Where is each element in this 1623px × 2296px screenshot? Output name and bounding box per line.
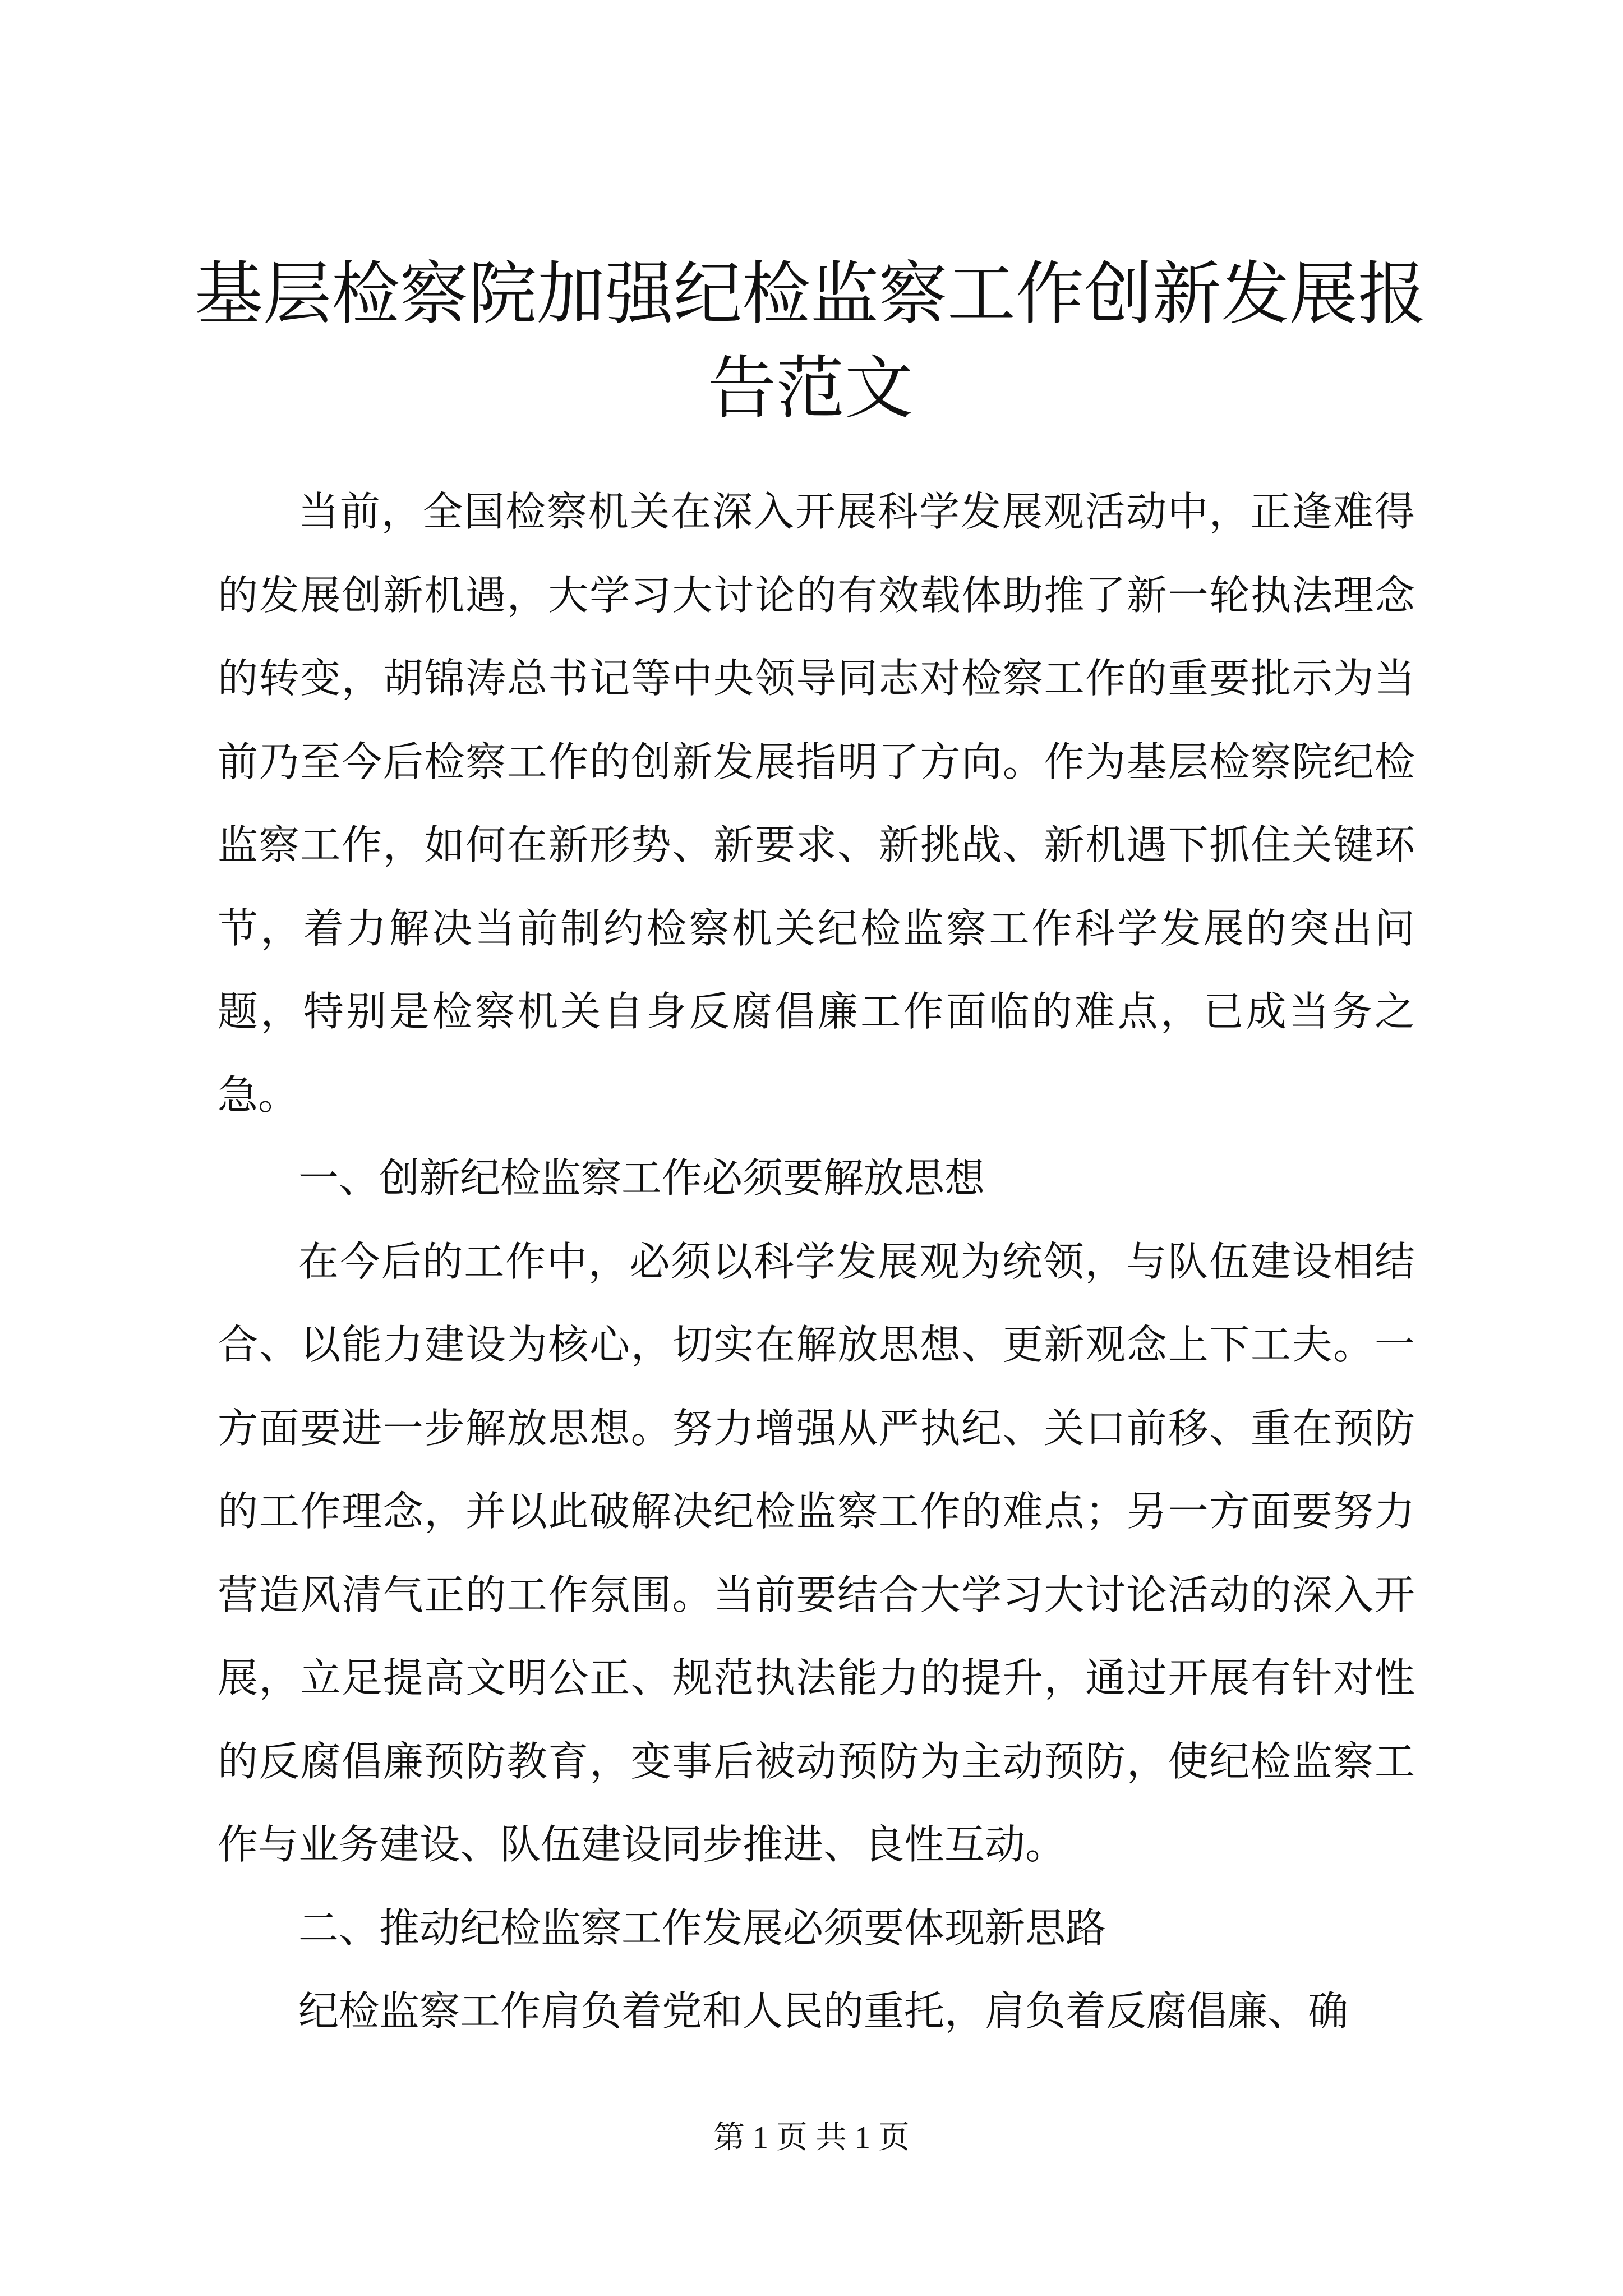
section-heading-1: 一、创新纪检监察工作必须要解放思想 <box>298 1154 985 1202</box>
paragraph-intro: 当前，全国检察机关在深入开展科学发展观活动中，正逢难得的发展创新机遇，大学习大讨论的有效载体助推了新一轮执法理念的转变，胡锦涛总书记等中央领导同志对检察工作的重要批示为当前乃至今后检察工作的创新发展指明了方向。作为基层检察院纪检监察工作，如何在新形势、新要求、新挑战、新机遇下抓住关键环节，着力解决当前制约检察机关纪检监察工作科学发展的突出问题，特别是检察机关自身反腐倡廉工作面临的难点，已成当务之急。 <box>218 488 1415 1119</box>
document-title: 基层检察院加强纪检监察工作创新发展报告范文 <box>195 254 1426 428</box>
document-body <box>218 470 1415 2053</box>
page-footer: 第 1 页 共 1 页 <box>713 2120 910 2155</box>
paragraph-section-1: 在今后的工作中，必须以科学发展观为统领，与队伍建设相结合、以能力建设为核心，切实在解放思想、更新观念上下工夫。一方面要进一步解放思想。努力增强从严执纪、关口前移、重在预防的工作理念，并以此破解决纪检监察工作的难点；另一方面要努力营造风清气正的工作氛围。当前要结合大学习大讨论活动的深入开展，立足提高文明公正、规范执法能力的提升，通过开展有针对性的反腐倡廉预防教育，变事后被动预防为主动预防，使纪检监察工作与业务建设、队伍建设同步推进、良性互动。 <box>218 1237 1415 1868</box>
section-heading-2: 二、推动纪检监察工作发展必须要体现新思路 <box>298 1904 1106 1952</box>
paragraph-section-2: 纪检监察工作肩负着党和人民的重托，肩负着反腐倡廉、确 <box>298 1987 1349 2035</box>
